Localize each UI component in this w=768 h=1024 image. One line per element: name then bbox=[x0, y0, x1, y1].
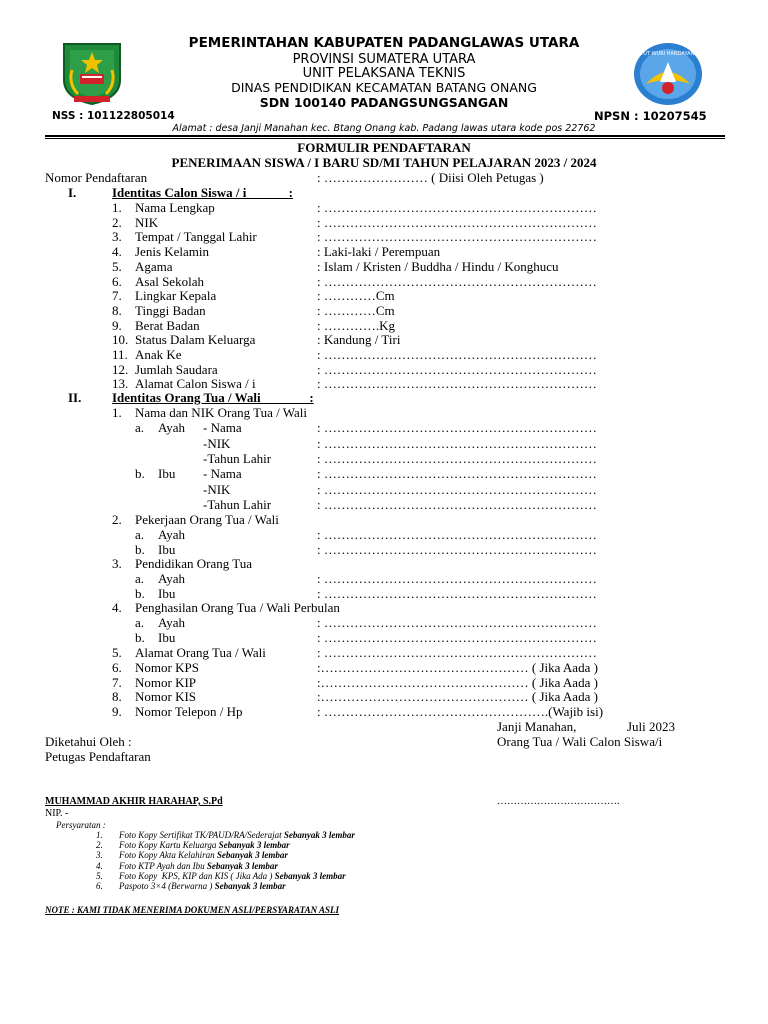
field-label: Agama bbox=[135, 258, 173, 274]
header-government-line: PEMERINTAHAN KABUPATEN PADANGLAWAS UTARA bbox=[188, 35, 580, 51]
requirement-quantity: Sebanyak 3 lembar bbox=[283, 830, 355, 840]
field-value: : ……………………………………………………… bbox=[317, 347, 597, 362]
note-text: NOTE : KAMI TIDAK MENERIMA DOKUMEN ASLI/PERSYARATAN ASLI bbox=[45, 905, 339, 915]
field-label: Nomor Telepon / Hp bbox=[135, 704, 243, 720]
list-number: 10. bbox=[112, 332, 129, 348]
field-value: : ……………………………………………………… bbox=[317, 435, 597, 451]
field-label: Tempat / Tanggal Lahir bbox=[135, 229, 257, 245]
signature-date: Juli 2023 bbox=[627, 719, 676, 734]
list-number: 5. bbox=[112, 645, 122, 660]
field-label: Nama Lengkap bbox=[135, 200, 215, 215]
officer-name: MUHAMMAD AKHIR HARAHAP, S.Pd bbox=[45, 796, 223, 807]
requirement-text: Foto Kopy Akta Kelahiran bbox=[119, 850, 217, 861]
requirement-number: 1. bbox=[96, 830, 103, 840]
list-number: 3. bbox=[112, 229, 122, 245]
field-value: :………………………………………… ( Jika Aada ) bbox=[317, 674, 598, 690]
field-label: Nomor KIP bbox=[135, 674, 197, 690]
field-value: :………………………………………… ( Jika Aada ) bbox=[317, 689, 598, 705]
header-school-line: SDN 100140 PADANGSUNGSANGAN bbox=[259, 95, 509, 110]
field-label: - Nama bbox=[203, 466, 242, 481]
list-number: 4. bbox=[112, 244, 122, 260]
parent-signature-line: ………………………………. bbox=[497, 796, 620, 807]
field-label: Lingkar Kepala bbox=[135, 288, 217, 304]
field-label: Ayah bbox=[158, 571, 185, 586]
mother-label: Ibu bbox=[158, 466, 176, 481]
requirement-number: 5. bbox=[96, 870, 103, 881]
field-label: Pekerjaan Orang Tua / Wali bbox=[135, 512, 279, 527]
requirement-number: 6. bbox=[96, 881, 103, 891]
school-address: Alamat : desa Janji Manahan kec. Btang Onang kab. Padang lawas utara kode pos 22762 bbox=[172, 123, 596, 134]
field-value: : ……………………………………………………… bbox=[317, 273, 597, 289]
list-letter: b. bbox=[135, 541, 145, 557]
field-value: : …………………………………………….(Wajib isi) bbox=[317, 704, 604, 720]
list-number: 8. bbox=[112, 302, 122, 318]
svg-text:TUT WURI HANDAYANI: TUT WURI HANDAYANI bbox=[640, 51, 696, 57]
section-2-title: Identitas Orang Tua / Wali : bbox=[112, 390, 314, 405]
field-value: : ……………………………………………………… bbox=[317, 229, 597, 245]
section-1-number: I. bbox=[68, 185, 77, 200]
field-value: : ……………………………………………………… bbox=[317, 376, 597, 392]
field-value: : …………Cm bbox=[317, 288, 395, 304]
list-number: 3. bbox=[112, 556, 122, 571]
list-number: 8. bbox=[112, 689, 122, 705]
field-label: Ibu bbox=[158, 541, 176, 557]
field-label: NIK bbox=[135, 214, 159, 230]
requirement-text: Foto KTP Ayah dan Ibu bbox=[119, 860, 207, 871]
field-value: :………………………………………… ( Jika Aada ) bbox=[317, 659, 598, 675]
npsn-number: NPSN : 10207545 bbox=[594, 109, 707, 123]
field-value: : ……………………………………………………… bbox=[317, 361, 597, 377]
officer-role-label: Petugas Pendaftaran bbox=[45, 749, 151, 764]
field-value: : ……………………………………………………… bbox=[317, 200, 597, 215]
field-value: : ………….Kg bbox=[317, 317, 395, 333]
requirement-quantity: Sebanyak 3 lembar bbox=[206, 860, 278, 871]
section-2-number: II. bbox=[68, 390, 82, 405]
field-label: -Tahun Lahir bbox=[203, 497, 272, 512]
field-label: Nomor KIS bbox=[135, 689, 197, 705]
field-label: Jumlah Saudara bbox=[135, 361, 218, 377]
field-value: : Laki-laki / Perempuan bbox=[317, 244, 441, 260]
father-letter: a. bbox=[135, 420, 145, 435]
list-number: 5. bbox=[112, 258, 122, 274]
field-value: : ……………………………………………………… bbox=[317, 541, 597, 557]
letterhead-divider bbox=[45, 135, 725, 137]
requirement-text: Foto Kopy Sertifikat TK/PAUD/RA/Sederajat bbox=[119, 830, 284, 840]
header-agency-line: DINAS PENDIDIKAN KECAMATAN BATANG ONANG bbox=[231, 80, 537, 95]
registration-number-field: : …………………… ( Diisi Oleh Petugas ) bbox=[317, 170, 544, 185]
list-letter: a. bbox=[135, 527, 145, 542]
acknowledged-by-label: Diketahui Oleh : bbox=[45, 734, 132, 749]
field-value: : ……………………………………………………… bbox=[317, 585, 597, 601]
mother-letter: b. bbox=[135, 466, 145, 481]
field-label: Alamat Calon Siswa / i bbox=[135, 376, 256, 392]
requirement-number: 3. bbox=[96, 850, 103, 861]
list-number: 6. bbox=[112, 273, 122, 289]
field-value: : ……………………………………………………… bbox=[317, 420, 597, 435]
requirements-title: Persyaratan : bbox=[56, 820, 106, 830]
field-value: : ……………………………………………………… bbox=[317, 451, 597, 466]
requirement-quantity: Sebanyak 3 lembar bbox=[218, 840, 290, 851]
requirement-quantity: Sebanyak 3 lembar bbox=[214, 881, 286, 891]
field-label: Status Dalam Keluarga bbox=[135, 332, 256, 348]
letterhead-divider-thin bbox=[45, 138, 725, 139]
field-label: Anak Ke bbox=[135, 347, 182, 362]
field-value: : Islam / Kristen / Buddha / Hindu / Konghucu bbox=[317, 258, 559, 274]
father-label: Ayah bbox=[158, 420, 185, 435]
field-value: : ……………………………………………………… bbox=[317, 615, 597, 630]
field-value: : …………Cm bbox=[317, 302, 395, 318]
requirement-number: 2. bbox=[96, 840, 103, 851]
list-number: 4. bbox=[112, 600, 122, 615]
list-letter: b. bbox=[135, 629, 145, 645]
list-letter: b. bbox=[135, 585, 145, 601]
form-title: FORMULIR PENDAFTARAN bbox=[297, 140, 471, 155]
list-number: 7. bbox=[112, 288, 122, 304]
requirement-item bbox=[119, 850, 288, 860]
field-value: : ……………………………………………………… bbox=[317, 497, 597, 512]
signature-place: Janji Manahan, bbox=[497, 719, 577, 734]
list-number: 1. bbox=[112, 405, 122, 420]
field-value: : Kandung / Tiri bbox=[317, 332, 401, 348]
parent-signature-label: Orang Tua / Wali Calon Siswa/i bbox=[497, 734, 663, 749]
list-number: 2. bbox=[112, 214, 122, 230]
requirement-item bbox=[119, 840, 290, 850]
requirement-item bbox=[119, 881, 286, 891]
field-label: -Tahun Lahir bbox=[203, 451, 272, 466]
list-number: 7. bbox=[112, 674, 122, 690]
requirement-quantity: Sebanyak 3 lembar bbox=[216, 850, 288, 861]
requirement-text: Foto Kopy KPS, KIP dan KIS ( Jika Ada ) bbox=[119, 870, 275, 881]
requirement-item bbox=[119, 861, 278, 871]
list-number: 1. bbox=[112, 200, 122, 215]
field-value: : ……………………………………………………… bbox=[317, 645, 597, 660]
field-label: -NIK bbox=[203, 481, 231, 497]
header-unit-line: UNIT PELAKSANA TEKNIS bbox=[302, 66, 466, 81]
field-value: : ……………………………………………………… bbox=[317, 571, 597, 586]
list-number: 9. bbox=[112, 317, 122, 333]
field-value: : ……………………………………………………… bbox=[317, 214, 597, 230]
field-label: Ibu bbox=[158, 585, 176, 601]
list-letter: a. bbox=[135, 571, 145, 586]
field-label: Ibu bbox=[158, 629, 176, 645]
field-value: : ……………………………………………………… bbox=[317, 527, 597, 542]
list-number: 13. bbox=[112, 376, 129, 392]
list-number: 2. bbox=[112, 512, 122, 527]
list-number: 12. bbox=[112, 361, 129, 377]
field-label: Alamat Orang Tua / Wali bbox=[135, 645, 266, 660]
field-label: Ayah bbox=[158, 527, 185, 542]
requirement-text: Foto Kopy Kartu Keluarga bbox=[119, 840, 219, 851]
field-label: Pendidikan Orang Tua bbox=[135, 556, 252, 571]
parent-name-nik-label: Nama dan NIK Orang Tua / Wali bbox=[135, 405, 308, 420]
requirement-text: Paspoto 3×4 (Berwarna ) bbox=[119, 881, 215, 891]
field-value: : ……………………………………………………… bbox=[317, 629, 597, 645]
section-1-title: Identitas Calon Siswa / i : bbox=[112, 185, 293, 200]
field-label: Nomor KPS bbox=[135, 659, 199, 675]
header-province-line: PROVINSI SUMATERA UTARA bbox=[292, 52, 476, 67]
field-label: Tinggi Badan bbox=[135, 302, 206, 318]
requirement-item bbox=[119, 871, 346, 881]
nss-number: NSS : 101122805014 bbox=[52, 110, 175, 122]
field-value: : ……………………………………………………… bbox=[317, 466, 597, 481]
field-label: Asal Sekolah bbox=[135, 273, 204, 289]
field-value: : ……………………………………………………… bbox=[317, 481, 597, 497]
list-number: 9. bbox=[112, 704, 122, 720]
field-label: Jenis Kelamin bbox=[135, 244, 210, 260]
form-subtitle: PENERIMAAN SISWA / I BARU SD/MI TAHUN PELAJARAN 2023 / 2024 bbox=[171, 155, 597, 170]
registration-number-label: Nomor Pendaftaran bbox=[45, 170, 148, 185]
list-number: 11. bbox=[112, 347, 128, 362]
requirement-number: 4. bbox=[96, 860, 103, 871]
list-letter: a. bbox=[135, 615, 145, 630]
field-label: -NIK bbox=[203, 435, 231, 451]
requirement-quantity: Sebanyak 3 lembar bbox=[274, 870, 346, 881]
officer-nip: NIP. - bbox=[45, 808, 69, 819]
field-label: Ayah bbox=[158, 615, 185, 630]
requirement-item bbox=[119, 830, 355, 840]
field-label: Berat Badan bbox=[135, 317, 200, 333]
field-label: - Nama bbox=[203, 420, 242, 435]
field-label: Penghasilan Orang Tua / Wali Perbulan bbox=[135, 600, 340, 615]
list-number: 6. bbox=[112, 659, 122, 675]
